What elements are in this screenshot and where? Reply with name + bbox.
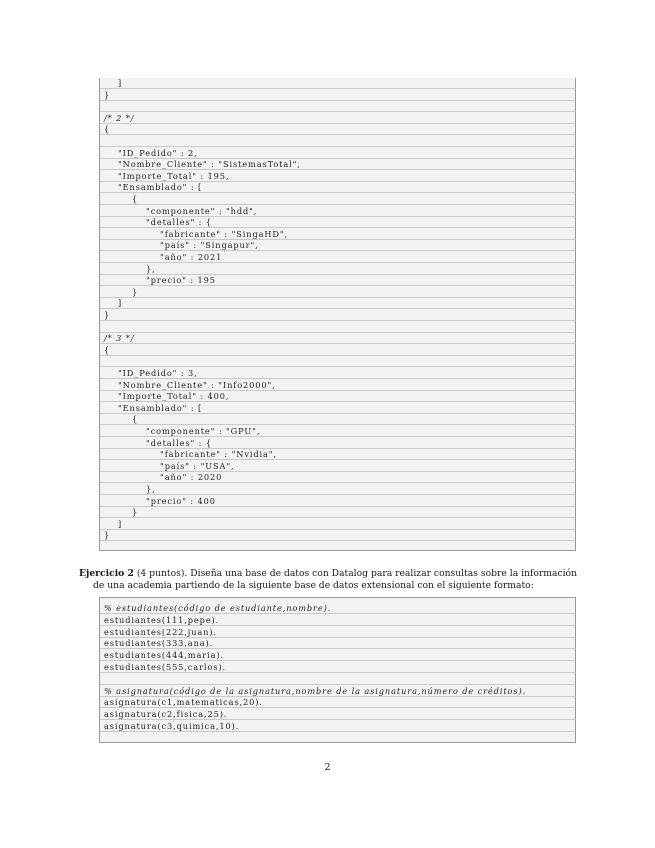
code-row-rule <box>100 482 575 483</box>
code-line: "Nombre_Cliente" : "SistemasTotal", <box>104 159 301 170</box>
code-row-rule <box>100 672 575 673</box>
code-line: /* 2 */ <box>104 112 135 123</box>
code-row-rule <box>100 401 575 402</box>
code-row-rule <box>100 707 575 708</box>
page-number: 2 <box>324 762 331 773</box>
code-row-rule <box>100 274 575 275</box>
code-line: ] <box>104 78 123 88</box>
code-row-rule <box>100 88 575 89</box>
code-row-rule <box>100 448 575 449</box>
code-line: estudiantes(222,juan). <box>104 626 217 637</box>
code-line: { <box>104 414 139 425</box>
code-line: "país" : "USA", <box>104 460 235 471</box>
code-row-rule <box>100 239 575 240</box>
code-line: estudiantes(444,maria). <box>104 650 224 661</box>
code-line: /* 3 */ <box>104 333 135 344</box>
code-row-rule <box>100 332 575 333</box>
code-line: "componente" : "GPU", <box>104 426 261 436</box>
code-line: "fabricante" : "Nvidia", <box>104 449 277 460</box>
code-row-rule <box>100 192 575 193</box>
code-row-rule <box>100 250 575 251</box>
code-line: "ID_Pedido" : 3, <box>104 368 198 378</box>
code-line: "Ensamblado" : [ <box>104 182 203 193</box>
code-line: asignatura(c1,matematicas,20). <box>104 697 263 708</box>
code-line: % asignatura(código de la asignatura,nombre de la asignatura,número de créditos). <box>104 685 527 696</box>
code-line: asignatura(c2,fisica,25). <box>104 709 228 720</box>
code-line: } <box>104 530 111 541</box>
code-line: } <box>104 310 111 320</box>
code-line: ] <box>104 518 123 529</box>
code-row-rule <box>100 517 575 518</box>
code-row-rule <box>100 413 575 414</box>
code-row-rule <box>100 625 575 626</box>
code-row-rule <box>100 262 575 263</box>
exercise-line-2: de una academia partiendo de la siguiente base de datos extensional con el siguiente formato: <box>93 580 534 591</box>
code-line: "país" : "Singapur", <box>104 240 259 251</box>
code-row-rule <box>100 390 575 391</box>
code-row-rule <box>100 227 575 228</box>
code-line: }, <box>104 263 156 274</box>
code-row-rule <box>100 366 575 367</box>
code-row-rule <box>100 355 575 356</box>
code-line: asignatura(c3,quimica,10). <box>104 721 240 731</box>
code-row-rule <box>100 216 575 217</box>
exercise-label: Ejercicio 2 <box>79 568 134 579</box>
code-row-rule <box>100 181 575 182</box>
code-line: estudiantes(333,ana). <box>104 638 214 649</box>
code-row-rule <box>100 146 575 147</box>
code-row-rule <box>100 134 575 135</box>
code-row-rule <box>100 540 575 541</box>
exercise-line-1 <box>79 568 579 580</box>
code-line: "Nombre_Cliente" : "Info2000", <box>104 379 276 390</box>
code-row-rule <box>100 343 575 344</box>
code-line: "Ensamblado" : [ <box>104 402 203 413</box>
code-row-rule <box>100 169 575 170</box>
code-row-rule <box>100 696 575 697</box>
code-row-rule <box>100 494 575 495</box>
code-row-rule <box>100 204 575 205</box>
code-row-rule <box>100 436 575 437</box>
code-line: estudiantes(111,pepe). <box>104 614 220 625</box>
code-line: "Importe_Total" : 195, <box>104 170 230 181</box>
code-row-rule <box>100 100 575 101</box>
code-line: { <box>104 124 111 135</box>
code-line: % estudiantes(código de estudiante,nombre). <box>104 603 332 613</box>
code-line: "fabricante" : "SingaHD", <box>104 228 289 239</box>
code-line: { <box>104 194 139 204</box>
code-row-rule <box>100 529 575 530</box>
code-line: "detalles" : { <box>104 217 212 228</box>
code-row-rule <box>100 637 575 638</box>
code-row-rule <box>100 123 575 124</box>
exercise-text-1: Diseña una base de datos con Datalog para realizar consultas sobre la información <box>190 568 578 579</box>
code-row-rule <box>100 471 575 472</box>
code-line: "año" : 2020 <box>104 472 223 483</box>
code-row-rule <box>100 424 575 425</box>
code-line: estudiantes(555,carlos). <box>104 662 226 672</box>
code-block-json <box>99 78 576 551</box>
code-line: "año" : 2021 <box>104 252 223 262</box>
exercise-points: (4 puntos). <box>136 568 188 579</box>
code-row-rule <box>100 320 575 321</box>
code-row-rule <box>100 613 575 614</box>
code-row-rule <box>100 297 575 298</box>
code-line: } <box>104 89 111 100</box>
code-line: } <box>104 507 139 518</box>
code-row-rule <box>100 378 575 379</box>
code-line: ] <box>104 298 123 309</box>
code-line: "detalles" : { <box>104 437 212 448</box>
code-row-rule <box>100 506 575 507</box>
code-block-datalog <box>99 597 576 743</box>
code-row-rule <box>100 648 575 649</box>
exercise-2-statement <box>79 568 579 592</box>
code-row-rule <box>100 158 575 159</box>
code-line: { <box>104 344 111 355</box>
code-row-rule <box>100 684 575 685</box>
code-line: "Importe_Total" : 400, <box>104 391 230 402</box>
code-line: "precio" : 400 <box>104 495 216 506</box>
code-row-rule <box>100 111 575 112</box>
code-line: "ID_Pedido" : 2, <box>104 147 198 158</box>
code-row-rule <box>100 459 575 460</box>
code-row-rule <box>100 308 575 309</box>
code-row-rule <box>100 660 575 661</box>
code-row-rule <box>100 285 575 286</box>
code-line: } <box>104 286 139 297</box>
code-line: "precio" : 195 <box>104 275 216 286</box>
code-line: }, <box>104 484 156 494</box>
code-row-rule <box>100 719 575 720</box>
code-row-rule <box>100 731 575 732</box>
code-line: "componente" : "hdd", <box>104 205 258 216</box>
